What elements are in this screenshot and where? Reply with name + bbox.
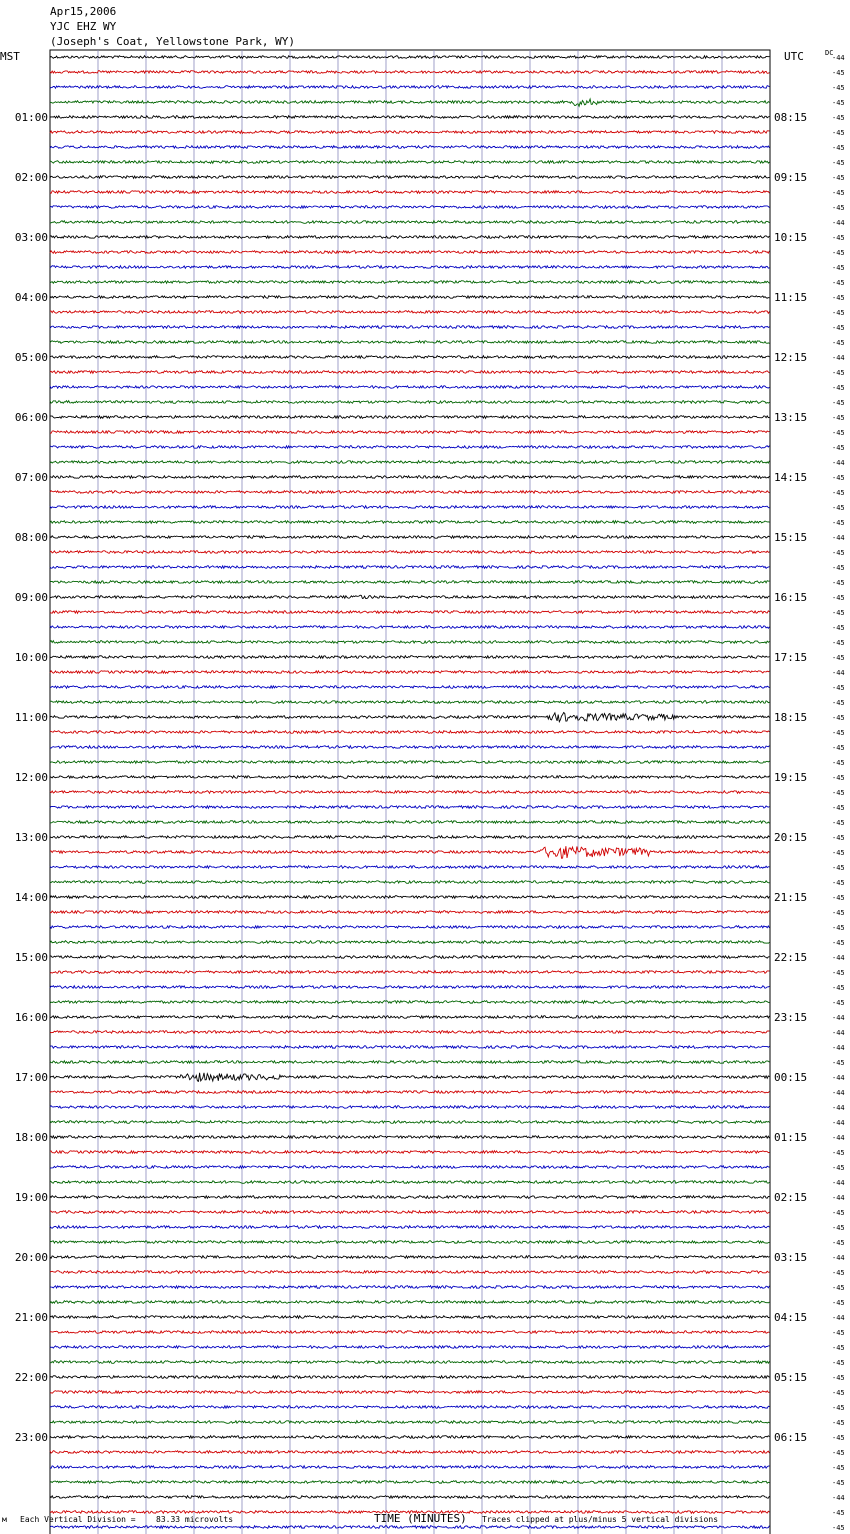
mst-hour-label: 23:00: [14, 1431, 48, 1444]
dc-offset-label: -45: [832, 1164, 845, 1172]
dc-offset-label: -45: [832, 894, 845, 902]
seismic-trace: [50, 1136, 769, 1139]
dc-offset-label: -45: [832, 294, 845, 302]
dc-offset-label: -45: [832, 249, 845, 257]
dc-offset-label: -44: [832, 1494, 845, 1502]
seismic-trace: [50, 161, 769, 164]
utc-hour-label: 02:15: [774, 1191, 808, 1204]
mst-hour-label: 08:00: [14, 531, 48, 544]
mst-hour-label: 12:00: [14, 771, 48, 784]
seismic-trace: [50, 746, 769, 749]
seismic-trace: [50, 1151, 769, 1154]
offset-label: DC: [825, 49, 834, 57]
mst-hour-label: 19:00: [14, 1191, 48, 1204]
seismic-trace: [50, 1391, 769, 1394]
dc-offset-label: -45: [832, 999, 845, 1007]
dc-offset-label: -45: [832, 279, 845, 287]
dc-offset-label: -45: [832, 1389, 845, 1397]
dc-offset-label: -45: [832, 324, 845, 332]
utc-hour-label: 18:15: [774, 711, 808, 724]
utc-hour-label: 20:15: [774, 831, 808, 844]
dc-offset-label: -45: [832, 1269, 845, 1277]
dc-offset-label: -45: [832, 1149, 845, 1157]
dc-offset-label: -44: [832, 354, 845, 362]
seismic-trace: [50, 626, 769, 629]
seismic-trace: [50, 581, 769, 584]
dc-offset-label: -45: [832, 1284, 845, 1292]
dc-offset-label: -45: [832, 654, 845, 662]
dc-offset-label: -45: [832, 519, 845, 527]
dc-offset-label: -44: [832, 1314, 845, 1322]
seismic-trace: [50, 236, 769, 239]
dc-offset-label: -45: [832, 99, 845, 107]
seismic-trace: [50, 1406, 769, 1409]
dc-offset-label: -45: [832, 804, 845, 812]
dc-offset-label: -45: [832, 819, 845, 827]
seismic-trace: [50, 116, 769, 119]
dc-offset-label: -45: [832, 129, 845, 137]
seismic-trace: [50, 846, 769, 858]
mst-hour-label: 14:00: [14, 891, 48, 904]
dc-offset-label: -45: [832, 984, 845, 992]
seismic-trace: [50, 956, 769, 959]
mst-hour-label: 06:00: [14, 411, 48, 424]
mst-hour-label: 10:00: [14, 651, 48, 664]
dc-offset-label: -45: [832, 429, 845, 437]
seismic-trace: [50, 1073, 769, 1082]
seismic-trace: [50, 881, 769, 884]
seismic-trace: [50, 1301, 769, 1304]
dc-offset-label: -45: [832, 399, 845, 407]
dc-offset-label: -45: [832, 909, 845, 917]
dc-offset-label: -45: [832, 849, 845, 857]
dc-offset-label: -45: [832, 864, 845, 872]
utc-hour-label: 08:15: [774, 111, 808, 124]
division-label: Each Vertical Division =: [20, 1515, 136, 1524]
utc-hour-label: 15:15: [774, 531, 808, 544]
left-axis-label: MST: [0, 50, 20, 63]
seismic-trace: [50, 896, 769, 899]
seismic-trace: [50, 686, 769, 689]
dc-offset-label: -45: [832, 1059, 845, 1067]
footer-mark: м: [2, 1515, 7, 1524]
seismic-trace: [50, 1166, 769, 1169]
mst-hour-label: 16:00: [14, 1011, 48, 1024]
utc-hour-label: 11:15: [774, 291, 808, 304]
dc-offset-label: -45: [832, 144, 845, 152]
mst-hour-label: 01:00: [14, 111, 48, 124]
seismic-trace: [50, 911, 769, 914]
dc-offset-label: -45: [832, 264, 845, 272]
dc-offset-label: -45: [832, 1464, 845, 1472]
seismic-trace: [50, 866, 769, 869]
seismic-trace: [50, 191, 769, 194]
dc-offset-label: -45: [832, 879, 845, 887]
location-label: (Joseph's Coat, Yellowstone Park, WY): [50, 35, 296, 48]
dc-offset-label: -44: [832, 1254, 845, 1262]
mst-hour-label: 02:00: [14, 171, 48, 184]
seismic-trace: [50, 791, 769, 794]
seismic-trace: [50, 731, 769, 734]
dc-offset-label: -45: [832, 69, 845, 77]
seismic-trace: [50, 1436, 769, 1439]
seismic-trace: [50, 386, 769, 389]
seismic-trace: [50, 761, 769, 764]
dc-offset-label: -45: [832, 189, 845, 197]
dc-offset-label: -45: [832, 339, 845, 347]
dc-offset-label: -45: [832, 414, 845, 422]
utc-hour-label: 05:15: [774, 1371, 808, 1384]
utc-hour-label: 22:15: [774, 951, 808, 964]
dc-offset-label: -45: [832, 714, 845, 722]
seismic-trace: [50, 926, 769, 929]
seismic-trace: [50, 1346, 769, 1349]
seismic-trace: [50, 986, 769, 989]
dc-offset-label: -45: [832, 729, 845, 737]
dc-offset-label: -45: [832, 759, 845, 767]
utc-hour-label: 23:15: [774, 1011, 808, 1024]
seismic-trace: [50, 806, 769, 809]
dc-offset-label: -44: [832, 1089, 845, 1097]
seismic-trace: [50, 1271, 769, 1274]
dc-offset-label: -45: [832, 444, 845, 452]
seismic-trace: [50, 1316, 769, 1319]
dc-offset-label: -45: [832, 1404, 845, 1412]
dc-offset-label: -45: [832, 594, 845, 602]
seismic-trace: [50, 1496, 769, 1499]
mst-hour-label: 20:00: [14, 1251, 48, 1264]
dc-offset-label: -45: [832, 1299, 845, 1307]
utc-hour-label: 17:15: [774, 651, 808, 664]
seismic-trace: [50, 176, 769, 179]
mst-hour-label: 21:00: [14, 1311, 48, 1324]
seismic-trace: [50, 713, 769, 722]
dc-offset-label: -45: [832, 1374, 845, 1382]
seismic-trace: [50, 1286, 769, 1289]
seismic-trace: [50, 641, 769, 644]
seismic-trace: [50, 206, 769, 209]
seismic-trace: [50, 1061, 769, 1064]
mst-hour-label: 07:00: [14, 471, 48, 484]
seismic-trace: [50, 416, 769, 419]
utc-hour-label: 09:15: [774, 171, 808, 184]
seismic-trace: [50, 521, 769, 524]
seismic-trace: [50, 566, 769, 569]
dc-offset-label: -45: [832, 234, 845, 242]
right-axis-label: UTC: [784, 50, 804, 63]
dc-offset-label: -45: [832, 939, 845, 947]
seismic-trace: [50, 701, 769, 704]
clip-note: Traces clipped at plus/minus 5 vertical divisions: [482, 1515, 719, 1524]
division-value: 83.33 microvolts: [156, 1515, 234, 1524]
seismic-trace: [50, 536, 769, 539]
seismic-trace: [50, 595, 769, 598]
mst-hour-label: 13:00: [14, 831, 48, 844]
seismic-trace: [50, 461, 769, 464]
date-label: Apr15,2006: [50, 5, 117, 18]
seismic-trace: [50, 1001, 769, 1004]
seismic-trace: [50, 71, 769, 74]
seismic-trace: [50, 221, 769, 224]
dc-offset-label: -44: [832, 1104, 845, 1112]
dc-offset-label: -45: [832, 1479, 845, 1487]
seismic-trace: [50, 1481, 769, 1484]
mst-hour-label: 03:00: [14, 231, 48, 244]
dc-offset-label: -44: [832, 1014, 845, 1022]
dc-offset-label: -44: [832, 219, 845, 227]
seismic-trace: [50, 1016, 769, 1019]
dc-offset-label: -44: [832, 669, 845, 677]
seismic-trace: [50, 371, 769, 374]
dc-offset-label: -45: [832, 384, 845, 392]
seismic-trace: [50, 266, 769, 269]
seismic-trace: [50, 401, 769, 404]
dc-offset-label: -45: [832, 489, 845, 497]
utc-hour-label: 06:15: [774, 1431, 808, 1444]
dc-offset-label: -44: [832, 534, 845, 542]
seismic-trace: [50, 1181, 769, 1184]
seismic-trace: [50, 1421, 769, 1424]
dc-offset-label: -45: [832, 549, 845, 557]
seismic-trace: [50, 56, 769, 59]
dc-offset-label: -45: [832, 114, 845, 122]
seismic-trace: [50, 1241, 769, 1244]
seismic-trace: [50, 671, 769, 674]
dc-offset-label: -44: [832, 1044, 845, 1052]
seismic-trace: [50, 251, 769, 254]
x-axis-label: TIME (MINUTES): [374, 1512, 467, 1525]
dc-offset-label: -44: [832, 1179, 845, 1187]
dc-offset-label: -45: [832, 699, 845, 707]
dc-offset-label: -45: [832, 924, 845, 932]
mst-hour-label: 11:00: [14, 711, 48, 724]
dc-offset-label: -45: [832, 504, 845, 512]
seismic-trace: [50, 356, 769, 359]
utc-hour-label: 16:15: [774, 591, 808, 604]
seismic-trace: [50, 971, 769, 974]
seismic-trace: [50, 1031, 769, 1034]
seismic-trace: [50, 1226, 769, 1229]
seismic-trace: [50, 1526, 769, 1529]
mst-hour-label: 18:00: [14, 1131, 48, 1144]
dc-offset-label: -45: [832, 1329, 845, 1337]
dc-offset-label: -45: [832, 174, 845, 182]
seismic-trace: [50, 146, 769, 149]
dc-offset-label: -45: [832, 204, 845, 212]
utc-hour-label: 01:15: [774, 1131, 808, 1144]
dc-offset-label: -45: [832, 834, 845, 842]
dc-offset-label: -44: [832, 54, 845, 62]
utc-hour-label: 21:15: [774, 891, 808, 904]
dc-offset-label: -45: [832, 684, 845, 692]
mst-hour-label: 17:00: [14, 1071, 48, 1084]
utc-hour-label: 13:15: [774, 411, 808, 424]
seismic-trace: [50, 776, 769, 779]
seismic-trace: [50, 1256, 769, 1259]
dc-offset-label: -44: [832, 1029, 845, 1037]
dc-offset-label: -45: [832, 1419, 845, 1427]
seismic-trace: [50, 281, 769, 284]
dc-offset-label: -44: [832, 1119, 845, 1127]
station-label: YJC EHZ WY: [50, 20, 117, 33]
mst-hour-label: 04:00: [14, 291, 48, 304]
seismic-trace: [50, 296, 769, 299]
seismic-trace: [50, 821, 769, 824]
dc-offset-label: -45: [832, 1524, 845, 1532]
seismic-trace: [50, 86, 769, 89]
utc-hour-label: 14:15: [774, 471, 808, 484]
mst-hour-label: 15:00: [14, 951, 48, 964]
dc-offset-label: -45: [832, 1449, 845, 1457]
seismic-trace: [50, 1466, 769, 1469]
dc-offset-label: -45: [832, 309, 845, 317]
utc-hour-label: 00:15: [774, 1071, 808, 1084]
dc-offset-label: -45: [832, 159, 845, 167]
dc-offset-label: -45: [832, 1344, 845, 1352]
dc-offset-label: -44: [832, 1194, 845, 1202]
utc-hour-label: 19:15: [774, 771, 808, 784]
dc-offset-label: -45: [832, 84, 845, 92]
utc-hour-label: 10:15: [774, 231, 808, 244]
dc-offset-label: -45: [832, 1239, 845, 1247]
dc-offset-label: -45: [832, 1434, 845, 1442]
utc-hour-label: 03:15: [774, 1251, 808, 1264]
dc-offset-label: -45: [832, 369, 845, 377]
seismic-trace: [50, 99, 769, 106]
seismic-trace: [50, 341, 769, 344]
dc-offset-label: -45: [832, 639, 845, 647]
seismic-trace: [50, 311, 769, 314]
utc-hour-label: 12:15: [774, 351, 808, 364]
seismic-trace: [50, 431, 769, 434]
seismic-trace: [50, 836, 769, 839]
mst-hour-label: 22:00: [14, 1371, 48, 1384]
dc-offset-label: -45: [832, 1359, 845, 1367]
dc-offset-label: -45: [832, 744, 845, 752]
mst-hour-label: 09:00: [14, 591, 48, 604]
dc-offset-label: -45: [832, 579, 845, 587]
seismic-trace: [50, 1091, 769, 1094]
seismic-trace: [50, 446, 769, 449]
seismic-trace: [50, 1046, 769, 1049]
dc-offset-label: -44: [832, 954, 845, 962]
mst-hour-label: 05:00: [14, 351, 48, 364]
seismic-trace: [50, 506, 769, 509]
dc-offset-label: -45: [832, 564, 845, 572]
seismic-trace: [50, 1121, 769, 1124]
dc-offset-label: -45: [832, 624, 845, 632]
dc-offset-label: -44: [832, 1134, 845, 1142]
seismic-trace: [50, 941, 769, 944]
dc-offset-label: -45: [832, 789, 845, 797]
seismic-trace: [50, 326, 769, 329]
seismic-trace: [50, 1331, 769, 1334]
utc-hour-label: 04:15: [774, 1311, 808, 1324]
seismic-trace: [50, 491, 769, 494]
seismic-trace: [50, 656, 769, 659]
dc-offset-label: -44: [832, 1074, 845, 1082]
seismic-trace: [50, 1361, 769, 1364]
dc-offset-label: -45: [832, 1509, 845, 1517]
dc-offset-label: -45: [832, 969, 845, 977]
seismic-trace: [50, 1196, 769, 1199]
seismic-trace: [50, 131, 769, 134]
seismic-trace: [50, 1106, 769, 1109]
dc-offset-label: -45: [832, 474, 845, 482]
seismic-trace: [50, 611, 769, 614]
dc-offset-label: -45: [832, 1224, 845, 1232]
dc-offset-label: -45: [832, 1209, 845, 1217]
dc-offset-label: -45: [832, 609, 845, 617]
seismic-trace: [50, 1211, 769, 1214]
seismic-trace: [50, 551, 769, 554]
dc-offset-label: -44: [832, 459, 845, 467]
seismic-trace: [50, 1376, 769, 1379]
seismic-trace: [50, 1451, 769, 1454]
seismic-trace: [50, 476, 769, 479]
dc-offset-label: -45: [832, 774, 845, 782]
